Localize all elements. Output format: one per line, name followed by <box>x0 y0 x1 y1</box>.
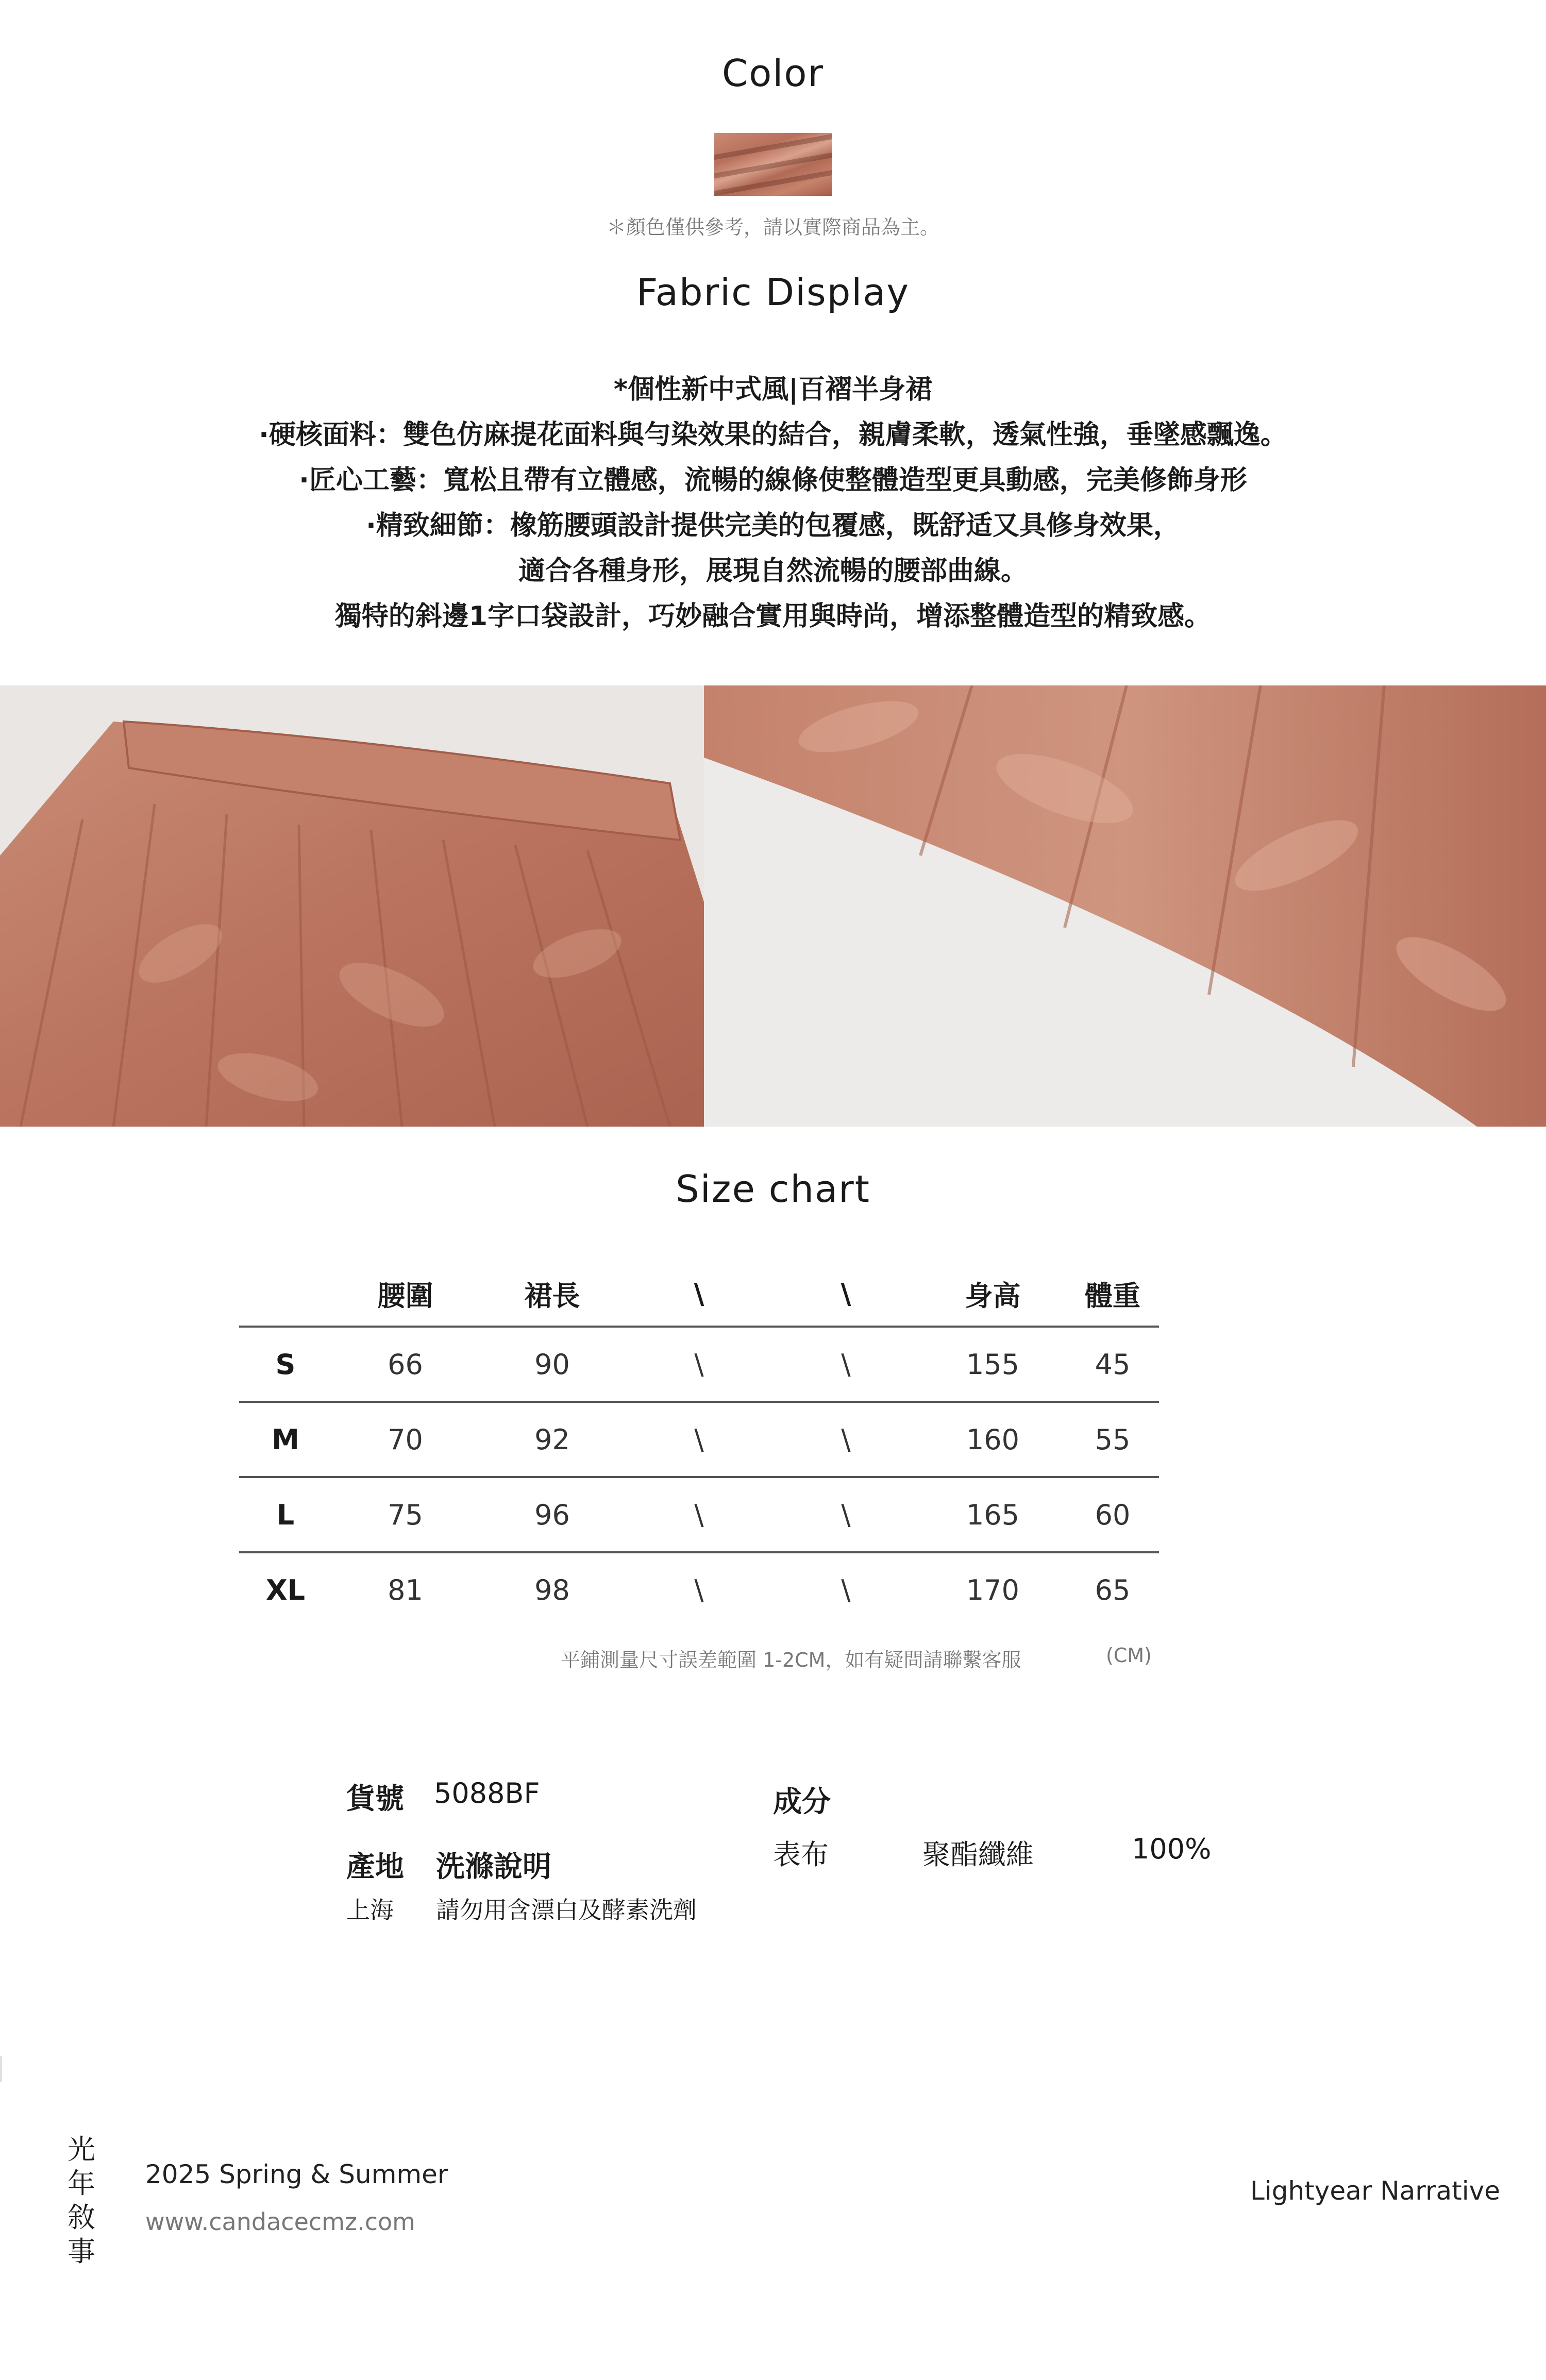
origin-label: 產地 <box>346 1850 404 1884</box>
header-cell <box>239 1262 332 1327</box>
header-weight: 體重 <box>1085 1279 1140 1312</box>
table-cell: 65 <box>1066 1552 1159 1627</box>
edge-mark <box>0 2056 2 2082</box>
feature-line: *個性新中式風|百褶半身裙 <box>613 374 933 405</box>
composition-part: 表布 <box>773 1838 829 1871</box>
table-cell: \ <box>772 1327 919 1402</box>
table-cell: \ <box>772 1477 919 1552</box>
table-cell: 96 <box>479 1477 626 1552</box>
table-cell: \ <box>772 1402 919 1477</box>
fabric-title: Fabric Display <box>636 271 910 314</box>
header-height: 身高 <box>965 1279 1021 1312</box>
table-cell: 70 <box>332 1402 479 1477</box>
table-row <box>239 1552 1159 1627</box>
feature-line: ·匠心工藝：寬松且帶有立體感，流暢的線條使整體造型更具動感，完美修飾身形 <box>299 465 1247 496</box>
table-cell: 165 <box>919 1477 1066 1552</box>
brand-char: 事 <box>68 2235 95 2268</box>
color-title: Color <box>722 52 824 95</box>
feature-list <box>0 367 1546 639</box>
size-table <box>239 1262 1159 1627</box>
size-label: M <box>239 1402 332 1477</box>
table-header-row <box>239 1262 1159 1327</box>
table-cell: 66 <box>332 1327 479 1402</box>
table-cell: 170 <box>919 1552 1066 1627</box>
size-label: L <box>239 1477 332 1552</box>
size-unit: (CM) <box>1106 1644 1152 1667</box>
size-label: XL <box>239 1552 332 1627</box>
brand-vertical <box>66 2133 97 2269</box>
table-cell: 55 <box>1066 1402 1159 1477</box>
item-no-label: 貨號 <box>346 1782 404 1816</box>
skirt-waistband-illustration <box>0 685 704 1127</box>
header-blank: \ <box>694 1277 704 1310</box>
table-row <box>239 1477 1159 1552</box>
fabric-photo-hem <box>704 685 1546 1127</box>
feature-line: 獨特的斜邊1字口袋設計，巧妙融合實用與時尚，增添整體造型的精致感。 <box>334 601 1212 632</box>
narrative-text: Lightyear Narrative <box>1250 2176 1500 2206</box>
item-no-value: 5088BF <box>434 1777 540 1809</box>
table-row <box>239 1327 1159 1402</box>
size-note: 平鋪測量尺寸誤差範圍 1-2CM，如有疑問請聯繫客服 <box>561 1649 1021 1671</box>
table-cell: \ <box>772 1552 919 1627</box>
composition-material: 聚酯纖維 <box>922 1838 1034 1871</box>
table-cell: 155 <box>919 1327 1066 1402</box>
header-length: 裙長 <box>524 1279 580 1312</box>
composition-percent: 100% <box>1132 1833 1212 1865</box>
header-blank: \ <box>841 1277 851 1310</box>
website-link[interactable]: www.candacecmz.com <box>145 2208 415 2236</box>
fabric-photo-waistband <box>0 685 704 1127</box>
brand-char: 光 <box>68 2133 95 2166</box>
feature-line: ·精致細節：橡筋腰頭設計提供完美的包覆感，既舒适又具修身效果， <box>366 510 1180 541</box>
table-cell: 45 <box>1066 1327 1159 1402</box>
table-row <box>239 1402 1159 1477</box>
table-cell: \ <box>626 1402 772 1477</box>
table-cell: \ <box>626 1327 772 1402</box>
skirt-hem-illustration <box>704 685 1546 1127</box>
table-cell: 98 <box>479 1552 626 1627</box>
size-chart-title: Size chart <box>676 1167 870 1211</box>
table-cell: \ <box>626 1552 772 1627</box>
feature-line: ·硬核面料：雙色仿麻提花面料與勻染效果的結合，親膚柔軟，透氣性強，垂墜感飄逸。 <box>259 420 1287 450</box>
color-note: ＊顏色僅供參考，請以實際商品為主。 <box>606 216 939 239</box>
table-cell: 81 <box>332 1552 479 1627</box>
composition-label: 成分 <box>773 1785 831 1819</box>
table-cell: 75 <box>332 1477 479 1552</box>
table-cell: 90 <box>479 1327 626 1402</box>
table-cell: 92 <box>479 1402 626 1477</box>
table-cell: \ <box>626 1477 772 1552</box>
origin-value: 上海 <box>346 1896 394 1924</box>
table-cell: 160 <box>919 1402 1066 1477</box>
season-text: 2025 Spring & Summer <box>145 2159 448 2189</box>
table-cell: 60 <box>1066 1477 1159 1552</box>
wash-value: 請勿用含漂白及酵素洗劑 <box>436 1896 697 1924</box>
brand-char: 敘 <box>68 2201 95 2234</box>
color-swatch <box>714 133 832 196</box>
feature-line: 適合各種身形，展現自然流暢的腰部曲線。 <box>518 556 1028 586</box>
header-waist: 腰圍 <box>377 1279 433 1312</box>
size-label: S <box>239 1327 332 1402</box>
brand-char: 年 <box>68 2167 95 2200</box>
wash-label: 洗滌說明 <box>436 1850 551 1884</box>
